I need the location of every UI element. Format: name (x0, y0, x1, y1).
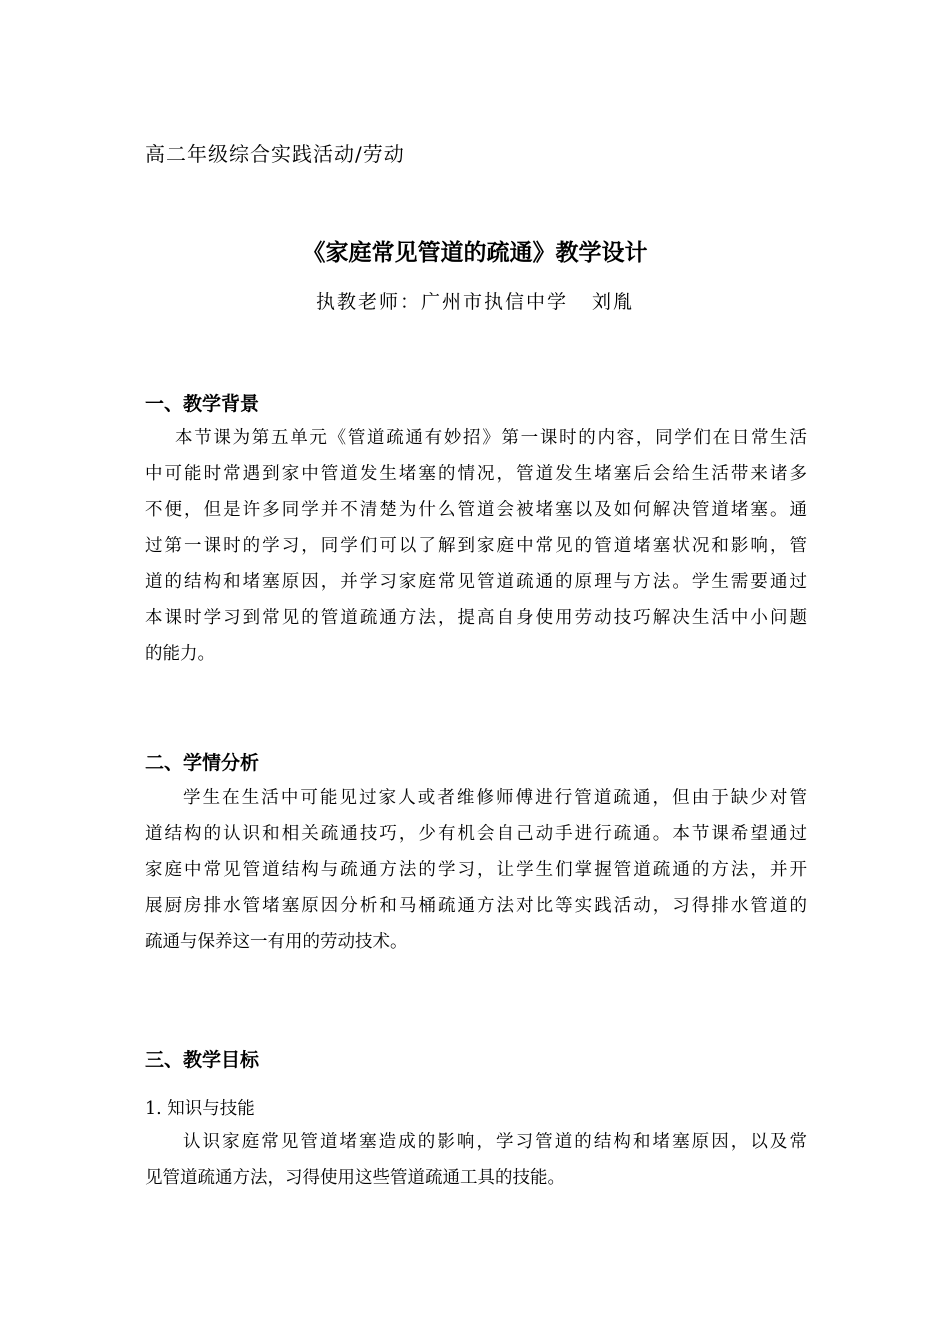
section-body-background (145, 420, 807, 672)
author-name: 刘胤 (592, 291, 635, 313)
paragraph-line: 学生在生活中可能见过家人或者维修师傅进行管道疏通，但由于缺少对管 (183, 788, 807, 808)
paragraph-line: 过第一课时的学习，同学们可以了解到家庭中常见的管道堵塞状况和影响，管 (145, 536, 807, 556)
author-line (0, 287, 950, 314)
section-heading-objectives: 三、教学目标 (145, 1049, 260, 1071)
subheading-knowledge-skills: 1. 知识与技能 (145, 1099, 255, 1119)
paragraph-line: 家庭中常见管道结构与疏通方法的学习，让学生们掌握管道疏通的方法，并开 (145, 860, 807, 880)
document-title: 《家庭常见管道的疏通》教学设计 (302, 240, 648, 266)
section-body-analysis (145, 780, 807, 960)
paragraph-line: 中可能时常遇到家中管道发生堵塞的情况，管道发生堵塞后会给生活带来诸多 (145, 464, 807, 484)
paragraph-line: 本节课为第五单元《管道疏通有妙招》第一课时的内容，同学们在日常生活 (175, 428, 807, 448)
paragraph-line: 道结构的认识和相关疏通技巧，少有机会自己动手进行疏通。本节课希望通过 (145, 824, 807, 844)
paragraph-line: 本课时学习到常见的管道疏通方法，提高自身使用劳动技巧解决生活中小问题 (145, 608, 807, 628)
paragraph-line: 的能力。 (145, 644, 215, 664)
section-body-objectives (145, 1124, 807, 1196)
grade-subject-header: 高二年级综合实践活动/劳动 (145, 142, 405, 166)
paragraph-line: 不便，但是许多同学并不清楚为什么管道会被堵塞以及如何解决管道堵塞。通 (145, 500, 807, 520)
paragraph-line: 道的结构和堵塞原因，并学习家庭常见管道疏通的原理与方法。学生需要通过 (145, 572, 807, 592)
section-heading-analysis: 二、学情分析 (145, 752, 260, 774)
author-label: 执教老师：广州市执信中学 (315, 291, 568, 313)
section-heading-background: 一、教学背景 (145, 393, 260, 415)
paragraph-line: 见管道疏通方法，习得使用这些管道疏通工具的技能。 (145, 1168, 565, 1188)
paragraph-line: 展厨房排水管堵塞原因分析和马桶疏通方法对比等实践活动，习得排水管道的 (145, 896, 807, 916)
paragraph-line: 认识家庭常见管道堵塞造成的影响，学习管道的结构和堵塞原因，以及常 (183, 1132, 807, 1152)
paragraph-line: 疏通与保养这一有用的劳动技术。 (145, 932, 408, 952)
